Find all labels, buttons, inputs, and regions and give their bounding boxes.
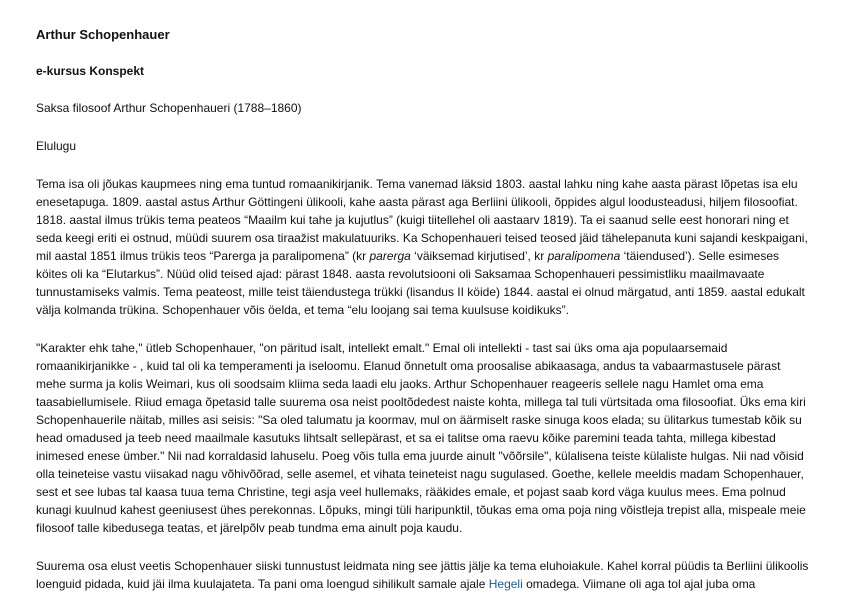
term-parerga: parerga: [369, 249, 411, 263]
paragraph-3-part-b: omadega. Viimane oli aga tol ajal juba oma: [522, 577, 756, 591]
paragraph-1-part-c: ‘täiendused’). Selle esimeses köites oli ka “Elutarkus”. Nüüd olid teised ajad: pärast 1848. aasta revolutsiooni oli Saksamaa Schopenhaueri pessimistliku maailmavaate tunnustamiseks valmis. Tema peateost, mille teist täiendustega trükki (lisandus II köide) 1844. aastal ei olnud märgatud, anti 1859. aastal edukalt välja kolmanda trükina. Schopenhauer võis öelda, et tema “elu loojang sai tema kuulsuse koidikuks”.: [36, 249, 805, 317]
page-title: Arthur Schopenhauer: [36, 27, 170, 42]
paragraph-2: "Karakter ehk tahe," ütleb Schopenhauer, "on päritud isalt, intellekt emalt." Emal oli intellekti - tast sai üks oma aja populaarsemaid romaanikirjanikke - , kuid tal oli ka temperamenti ja iseloomu. Elanud õnnetult oma proosalise abikaasaga, andus ta vabaarmastusele pärast mehe surma ja kolis Weimari, kus oli soodsaim kliima seda laadi elu jaoks. Arthur Schopenhauer reageeris sellele nagu Hamlet oma ema taasabiellumisele. Riiud emaga õpetasid talle suurema osa neist pooltõdedest naiste kohta, millega tal tuli vürtsitada oma filosoofiat. Üks ema kiri Schopenhauerile näitab, milles asi seisis: "Sa oled talumatu ja koormav, mul on äärmiselt raske sinuga koos elada; su ülitarkus tumestab kõik su head omadused ja teeb need maailmale kasutuks lihtsalt sellepärast, et sa ei talitse oma raevu kõike paremini teada tahta, millega kibestad inimesed enese ümber." Nii nad korraldasid lahuselu. Poeg võis tulla ema juurde ainult "võõrsile", külalisena teiste külaliste hulgas. Nii nad võisid olla teineteise vastu viisakad nagu võhivõõrad, selle asemel, et vihata teineteist nagu sugulased. Goethe, kellele meeldis madam Schopenhauer, sest et see lubas tal kaasa tuua tema Christine, tegi asja veel hullemaks, rääkides emale, et pojast saab kord väga kuulus mees. Ema polnud kunagi kuulnud kahest geeniusest ühes perekonnas. Lõpuks, mingi tüli haripunktil, tõukas ema oma poja ning võistleja trepist alla, mispeale meie filosoof talle kibedusega teatas, et järelpõlv peab tundma ema ainult poja kaudu.: [36, 341, 806, 535]
lead-text: Saksa filosoof Arthur Schopenhaueri (1788–1860): [36, 101, 302, 115]
paragraph-3-part-a: Suurema osa elust veetis Schopenhauer siiski tunnustust leidmata ning see jättis jälje ka tema eluhoiakule. Kahel korral püüdis ta Berliini ülikoolis loenguid pidada, kuid jäi ilma kuulajateta. Ta pani oma loengud sihilikult samale ajale: [36, 559, 809, 591]
paragraph-1-part-a: Tema isa oli jõukas kaupmees ning ema tuntud romaanikirjanik. Tema vanemad läksid 1803. aastal lahku ning kahe aasta pärast lõpetas isa elu enesetapuga. 1809. aastal astus Arthur Göttingeni ülikooli, kahe aasta pärast aga Berliini ülikooli, õppides algul loodusteadusi, hiljem filosoofiat. 1818. aastal ilmus trükis tema peateos “Maailm kui tahe ja kujutlus” (kuigi tiitellehel oli aastaarv 1819). Ta ei saanud selle eest honorari ning et seda keegi eriti ei ostnud, müüdi suurem osa tiraažist makulatuuriks. Ka Schopenhaueri teised teosed jäid tähelepanuta kuni sajandi keskpaigani, mil aastal 1851 ilmus trükis teos “Parerga ja paralipomena” (kr: [36, 177, 808, 263]
hegel-link[interactable]: Hegeli: [488, 577, 523, 591]
section-heading: Elulugu: [36, 139, 77, 153]
paragraph-1-part-b: ‘väiksemad kirjutised’, kr: [410, 249, 548, 263]
paragraph-1: [36, 175, 811, 319]
paragraph-3: [36, 557, 811, 593]
term-paralipomena: paralipomena: [547, 249, 621, 263]
page-subtitle: e-kursus Konspekt: [36, 64, 145, 78]
